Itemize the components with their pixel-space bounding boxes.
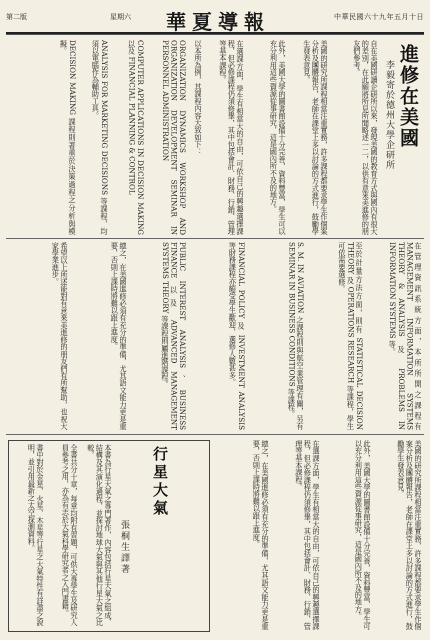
text-column: 此外，美國大學的圖書館設備十分完善，資料豐富，學生可以充分利用這些資源從事研究，這是國內所不及的地方。 [269, 40, 287, 235]
text-column: 至於計量方法方面，則有 STATISTICAL DECISION THEORY 及 OPERATIONS RESEARCH 等課程，學生可依需要選修。 [337, 242, 364, 430]
text-column: 以本所為例，其課程內容大致如下： [194, 40, 203, 156]
issue-date: 中華民國六十九年五月十日 [334, 13, 424, 21]
weekday: 星期六 [110, 13, 131, 21]
article-byline: 李毅寄於德州大學企研所 [384, 60, 394, 170]
section-number: 第二版 [6, 13, 27, 21]
section-divider [6, 434, 424, 435]
text-column: 總之，在美國進修必須有充分的準備，尤其語文能力更是重要，否則上課時將難以跟上進度。 [252, 440, 270, 630]
article-body-bottom [214, 440, 422, 630]
article-headline: 進修在美國 [397, 44, 419, 149]
text-column: 在選課方面，學生有相當大的自由，可依自己的興趣選擇課程，但必修課程仍須修畢，其中包括會計、財務、行銷、管理等基本課程。 [294, 440, 321, 630]
text-column: PUBLIC INTEREST ANALYSIS、BUSINESS FINANCE 以及 ADVANCED MANAGEMENT SYSTEMS THEORY 等課程則屬進階課程。 [160, 242, 187, 430]
text-column: 在管理資訊系統方面，本所所開之課程有 MANAGEMENT INFORMATION SYSTEMS THEORY & ANALYSIS 及 PROBLEMS IN INFORMATION SYSTEMS 等。 [388, 242, 423, 430]
text-column: 在選課方面，學生有相當大的自由，可依自己的興趣選擇課程，但必修課程仍須修畢，其中包括會計、財務、行銷、管理等基本課程。 [218, 40, 245, 235]
text-column: 總之，在美國進修必須有充分的準備，尤其語文能力更是重要，否則上課時將難以跟上進度。 [110, 242, 128, 430]
newspaper-title: 華夏導報 [166, 10, 270, 34]
text-column: FINANCIAL POLICY 及 INVESTMENT ANALYSIS 等財務課程亦頗受學生歡迎，選修人數甚多。 [228, 242, 246, 430]
article-author: 張桐生譯著 [119, 520, 129, 575]
article-body-middle [8, 242, 422, 430]
text-column: 美國的研究所課程相當注重實務，許多課程都要求學生作個案分析及團體報告，老師在課堂上多以討論的方式進行，鼓勵學生發表意見。 [302, 40, 329, 235]
text-column: COMPUTER APPLICATIONS IN DECISION MAKING 以及 FINANCIAL PLANNING & CONTROL [127, 40, 145, 235]
article-headline: 行星大氣 [151, 446, 169, 518]
text-column: 自在美國研讀企研所以來，發現美國的教育方式與國內有很大的差別，在此願將所見所聞略述一二，以供有意來美進修的朋友們參考。 [352, 40, 379, 235]
text-column: 書中對於金星、火星、木星等行星之大氣特性有詳盡之說明，並引用最新之太空探測資料。 [27, 444, 45, 626]
text-column: 希望以上所述能對有意來美進修的朋友們有所幫助，也祝大家學業進步。 [51, 242, 69, 430]
section-divider [6, 238, 424, 239]
text-column: DECISION MAKING 課程則著重於決策過程之分析與模擬。 [59, 40, 77, 235]
text-column: 全書共分十章，每章均附有習題，可供大專學生及研究人員參考之用，亦為有志於大氣科學研究者之入門書籍。 [61, 444, 79, 626]
text-column: 此外，美國大學的圖書館設備十分完善，資料豐富，學生可以充分利用這些資源從事研究，這是國內所不及的地方。 [354, 440, 372, 630]
article-body-top [8, 40, 378, 235]
text-column: ANALYSIS FOR MARKETING DECISIONS 等課程，均須以電腦作為輔助工具。 [91, 40, 109, 235]
article2-body [12, 444, 112, 626]
text-column: ORGANIZATION DYNAMICS WORKSHOP AND ORGANIZATION DEVELOPMENT SEMINAR IN PERSONNEL ADMINISTRATION [160, 40, 187, 235]
text-column: S. M. IN AVIATION 之課程則與航空業管理有關，另有 SEMINAR IN BUSINESS CONDITIONS 等課程。 [287, 242, 305, 430]
masthead [6, 6, 424, 34]
text-column: 美國的研究所課程相當注重實務，許多課程都要求學生作個案分析及團體報告，老師在課堂上多以討論的方式進行，鼓勵學生發表意見。 [396, 440, 423, 630]
text-column: 本書為行星大氣之專門著作，內容包括行星大氣之組成、結構及其演化過程，並探討地球大氣與其他行星大氣之比較。 [86, 444, 113, 626]
masthead-rule [6, 34, 424, 35]
